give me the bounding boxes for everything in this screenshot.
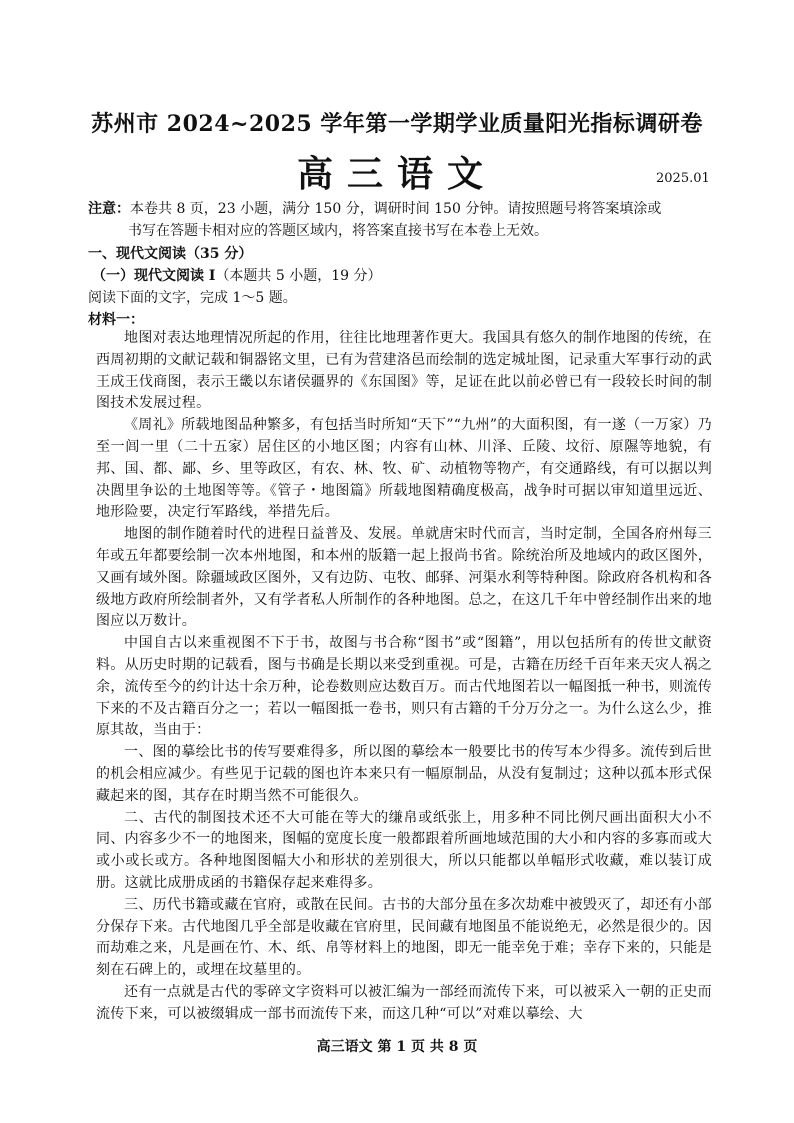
paragraph: 三、历代书籍或藏在官府，或散在民间。古书的大部分虽在多次劫难中被毁灭了，却还有小部分保存下来。古代地图几乎全部是收藏在官府里，民间藏有地图虽不能说绝无，必然是很少的。因而劫难之来，凡是画在竹、木、纸、帛等材料上的地图，即无一能幸免于难；幸存下来的，只能是刻在石碑上的，或埋在坟墓里的。 xyxy=(96,896,712,979)
notice-label: 注意： xyxy=(88,201,130,217)
page-footer: 高三语文 第 1 页 共 8 页 xyxy=(316,1039,478,1055)
section-heading: 一、现代文阅读（35 分） xyxy=(88,246,253,262)
notice-block xyxy=(88,198,716,242)
paragraph: 地图对表达地理情况所起的作用，往往比地理著作更大。我国具有悠久的制作地图的传统，在西周初期的文献记载和铜器铭文里，已有为营建洛邑而绘制的选定城址图，记录重大军事行动的武王成王伐商图，表示王畿以东诸侯疆界的《东国图》等，足证在此以前必曾已有一段较长时间的制图技术发展过程。 xyxy=(96,330,712,412)
notice-line-2: 书写在答题卡相对应的答题区域内，将答案直接书写在本卷上无效。 xyxy=(128,223,548,239)
paragraph: 地图的制作随着时代的进程日益普及、发展。单就唐宋时代而言，当时定制，全国各府州每三年或五年都要绘制一次本州地图，和本州的版籍一起上报尚书省。除统治所及地域内的政区图外，又画有域外图。除疆域政区图外，又有边防、屯牧、邮驿、河渠水利等特种图。除政府各机构和各级地方政府所绘制者外，又有学者私人所制作的各种地图。总之，在这几千年中曾经制作出来的地图应以万数计。 xyxy=(96,526,712,630)
paragraph: 二、古代的制图技术还不大可能在等大的缣帛或纸张上，用多种不同比例尺画出面积大小不同、内容多少不一的地图来，图幅的宽度长度一般都跟着所画地域范围的大小和内容的多寡而或大或小或长或方。各种地图图幅大小和形状的差别很大，所以只能都以单幅形式收藏，难以装订成册。这就比成册成函的书籍保存起来难得多。 xyxy=(96,809,712,891)
reading-instruction: 阅读下面的文字，完成 1～5 题。 xyxy=(88,290,297,306)
exam-title: 苏州市 2024~2025 学年第一学期学业质量阳光指标调研卷 xyxy=(91,111,703,137)
notice-line-1: 本卷共 8 页，23 小题，满分 150 分，调研时间 150 分钟。请按照题号将答案填涂或 xyxy=(130,201,662,217)
paragraph: 《周礼》所载地图品种繁多，有包括当时所知“天下”“九州”的大面积图，有一遂（一万家）乃至一闾一里（二十五家）居住区的小地区图；内容有山林、川泽、丘陵、坟衍、原隰等地貌，有邦、国、都、鄙、乡、里等政区，有农、林、牧、矿、动植物等物产，有交通路线，有可以据以判决閭里争讼的土地图等等。《管子・地图篇》所载地图精确度极高，战争时可据以审知道里远近、地形险要，决定行军路线，举措先后。 xyxy=(96,417,712,521)
material-label: 材料一： xyxy=(88,312,144,328)
subject-title: 高三语文 xyxy=(296,153,497,195)
sub-section-heading-rest: （本题共 5 小题，19 分） xyxy=(215,268,382,284)
paragraph: 中国自古以来重视图不下于书，故图与书合称“图书”或“图籍”，用以包括所有的传世文献资料。从历史时期的记载看，图与书确是长期以来受到重视。可是，古籍在历经千百年来天灾人祸之余，流传至今的约计达十余万种，论卷数则应达数百万。而古代地图若以一幅图抵一种书，则流传下来的不及古籍百分之一；若以一幅图抵一卷书，则只有古籍的千分万分之一。为什么这么少，推原其故，当由于： xyxy=(96,635,712,739)
exam-date: 2025.01 xyxy=(656,171,710,186)
article-body xyxy=(96,328,712,1026)
paragraph: 还有一点就是古代的零碎文字资料可以被汇编为一部经而流传下来，可以被采入一朝的正史而流传下来，可以被缀辑成一部书而流传下来，而这几种“可以”对难以摹绘、大 xyxy=(96,983,712,1022)
sub-section-heading-bold: （一）现代文阅读 I xyxy=(92,268,216,284)
sub-section-heading xyxy=(92,265,382,285)
paragraph: 一、图的摹绘比书的传写要难得多，所以图的摹绘本一般要比书的传写本少得多。流传到后世的机会相应减少。有些见于记载的图也许本来只有一幅原制品，从没有复制过；这种以孤本形式保藏起来的图，其存在时期当然不可能很久。 xyxy=(96,744,712,804)
